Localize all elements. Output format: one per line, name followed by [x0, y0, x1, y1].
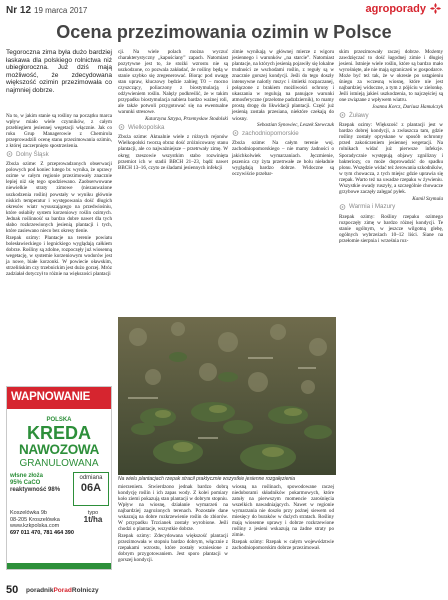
author-signature: Katarzyna Sztypa, Przemysław Stodolski — [145, 116, 228, 123]
ad-nawozowa: NAWOZOWA — [18, 442, 100, 457]
paragraph: cji. Na wiele polach można wyczuć charakterystyczny „kapuściany” zapach. Natomiast pozytywne jest to, że stożki wzrostu nie są uszkodzone, co pozwala zakładać, że rośliny będą w stanie szybko się zregenerować. Biorąc pod uwagę stan upraw, kluczowy będzie zabieg T0 – mocno czyszczący, poliaczony z biostymulacją i odżywieniem roślin. Nalęży podkreślić, że w takim przypadku biostymulacja nabiera bardzo ważnej roli, ale także potwoli przygotować się na ewentualne warunki stresowe. — [118, 49, 228, 116]
page-footer — [0, 580, 448, 600]
paragraph: Rzepak ozimy: Zdecydowana większość plantacji przezimowała w stopniu bardzo dobrym, włącznie z rzepakami wzrostu, które zostały wzniesione z dobrym przygotowaniem. Jest sporo plantacji w gorszej kondycji. — [118, 533, 228, 564]
region-label: zachodniopomorskie — [232, 130, 334, 137]
author-signature: Joanna Korcz, Dariusz Hamulczyk — [372, 104, 443, 111]
ad-kreda: KREDA — [26, 423, 91, 443]
region-label: Dolny Śląsk — [6, 151, 112, 158]
ad-header: WAPNOWANIE — [7, 387, 111, 409]
ad-bottom-bar — [7, 563, 111, 569]
paragraph: Rzepak ozimy: Większość z plantacji jest w bardzo dobrej kondycji, a zwłaszcza tam, gdzie rośliny zostały opryskane w sposób ochronny przed zakończeniem jesiennej wegetacji. Na rolnikach widać już pierwsze infekcje. Sporadycznie występują objawy zgnilizny i bakteriozy, co może doprowadzić do spadku plonu. Wszędzie widać też żerowania szkodników, w tym chowacza, z tych miejsc gdzie uprawia się rzepak. Warto też na uwadze rzepaku w żywieniu. Wszystkie owady ruszyły, a szczególnie chowacze grzybowe zaczęły zalęgać pyłek. — [339, 122, 443, 195]
location-pin-icon — [339, 112, 346, 119]
advertisement[interactable] — [6, 386, 112, 570]
ad-address: Koszelówka 9b 08-205 Kroszelówka www.kzkpolska.com 697 011 470, 781 464 390 — [10, 510, 74, 536]
lead-paragraph: Tegoroczna zima była dużo bardziej łaskawa dla polskiego rolnictwa niż ubiegłoroczna. Już dziś mają możliwość, że zdecydowana większość ozimin przezimowała co najmniej dobrze. — [6, 49, 112, 94]
paragraph: Zboża ozime: Na całym terenie woj. zachodniopomorskiego – nie mamy żadności o jakichkolwiek wymarzaniach. Jęczmienie, pszenica czy żyta przetrwałe ze bolu nieładnie wyglądają bardzo dobrze. Widoczne są oczywiście przebar- — [232, 140, 334, 177]
location-pin-icon — [232, 130, 239, 137]
paragraph: Zboża ozime: Aktualnie wiele z różnych rejonów Wielkopolski tworzą obraz dość zróżnicowany stanu plantacji, ale co najważniejsze – przetrwały zimę. W okręg rzeszowie wszystkim stabo rozwinięta przemiot ich w stadii BBCH 21–23, bądź nawet BBCH 13–16, czyto ze śladami jesiennych infekcji — [118, 134, 228, 171]
column-3 — [232, 49, 334, 177]
column-2 — [118, 49, 228, 171]
column-2-bottom — [118, 484, 228, 564]
column-1 — [6, 113, 112, 278]
paragraph: Zboża ozime: Z przeprowadzonych obserwacji polowych pod koniec lutego br. wynika, że uprawy ozime w całym regionie przezimowały znacznie lepiej niż się tego spodziewano. Zaobserwowane niewielkie straty zimowe (niezauważone uszkodzenia roślin) powstały w wyniku głównie niskich temperatur i występowania dość długich okresów wiatr wysuszającego na przedwiośniu, które osłabiły system korzeniowy roślin ozimych. Jednak roślinność sa bardzo dobre nawet dla tych słabo rozkrzewionych jesienią plantacji i tych, które zasiewano nieco bez okresy tlenie. — [6, 161, 112, 234]
ad-typo: typo 1t/ha — [83, 510, 103, 524]
location-pin-icon — [118, 124, 125, 131]
article-photo — [118, 317, 336, 475]
author-signature: Kamil Szymula — [412, 195, 443, 202]
region-label: Wielkopolska — [118, 124, 228, 131]
paragraph: skim przezimowały raczej dobrze. Możemy zawdzięczać to dość łagodnej zimie i długiej jesieni. Istnieje wiele roślin, które są bardzo mało wyrośnięte, ale nie mają ograniczeń w gospodarce. Może być też tak, że w okresie po ustąpieniu śniegu za wczesną wiosnę, które nie jest najbardziej widoczne, a tym z pójściu w zielonkę. Jeśli istnieją jakieś uszkodzenia, to najczęściej są one związane z wpływem wiatru. — [339, 49, 443, 104]
region-label: Warmia i Mazury — [339, 204, 443, 211]
brand-flower-icon — [429, 2, 442, 15]
paragraph: Na to, w jakim stanie są rośliny na początku marca wpływ miało wiele czynników, z całym przebiegiem jesiennej wegetacji włącznie. Jak co roku Grup Managerowie z Chemirola przeprowadzili ocenę stanu przezimowania ozimin, z której zaczerpnięto spostrzeżenia. — [6, 113, 112, 150]
issue-date: 19 marca 2017 — [34, 6, 88, 15]
ad-polska: POLSKA — [46, 417, 72, 423]
page-number: 50 — [6, 584, 19, 596]
article-headline: Ocena przezimowania ozimin w Polsce — [56, 22, 392, 42]
ad-price-box: odmiana 06A — [73, 472, 109, 506]
location-pin-icon — [339, 204, 346, 211]
lead-paragraph-block — [6, 49, 112, 95]
rapeseed-field-image — [118, 317, 336, 475]
paragraph: Rzepak ozimy: Rośliny rzepaku ozimego rozpoczęły zimę w bardzo różnej kondycji. Te stanie ogólnym, w jeszcze wilgotną glebę, ogólnych wybrzeżach 10–12 liści. Siane na przełomie sierpnia i września roz- — [339, 213, 443, 244]
paragraph: Rzepak ozimy: Rzepak w całym województwie zachodniopomorskim dobrze przezimował. — [232, 539, 334, 552]
location-pin-icon — [6, 151, 13, 158]
author-signature: Sebastian Synowiec, Leszek Szewczuk — [257, 122, 334, 129]
footer-brand: poradnikPoradRolniczy — [26, 587, 99, 594]
brand-logo-text: agroporady — [365, 3, 426, 15]
page-header — [0, 0, 448, 22]
paragraph: Rzepak ozimy: Plantacje na terenie powiatu bolesławieckiego i legnickiego wyglądają całkiem dobrze. Rośliny są zdolne, rozpoczęły już wiosenną wegetację, w systemie korzeniowym wodorów jest ja nowe, białe korzonki. W powiecie oławskim, strzelińskim czy trzebnickim jest dużo gorzej. Mróz zadziałał dotyczył to różnie na większości plantacji — [6, 234, 112, 277]
ad-granulowana: GRANULOWANA — [19, 458, 99, 469]
paragraph: wiosną na roślinach, spowodowane raczej niedoborami składników pokarmowych, które zatuły na pierwszym momencie zarośnięcia wszelkich nawadniających. Nawet w regionie wymarzania nie doszło przy pożnej siewem od miesięcy do buraków w dużych stratach. Rośliny mają wiosenne uprawy i dobrze rozkrzewione rośliny z jesieni wskazują na żadne straty po zimie. — [232, 484, 334, 539]
region-label: Żuławy — [339, 112, 443, 119]
column-4 — [339, 49, 443, 245]
ad-specs: włsne złoża 95% CaCO reaktywność 98% — [10, 473, 61, 494]
paragraph: zimie wynikają w głównej mierze z wigoru jesiennego i warunków „na starcie”. Natomiast plantacje, na których jesienią pojawiły się lokalne trudności ze wschodami roślin, z reguły są w znacznie gorszej kondycji. Jeśli do tego doszły intensywne nalotly mszyc i śmietki rozpaczanej, połączone z brakiem możliwości ochrony i ukaszania w regulują na panujące warunki atmosferyczne (przelotne padzdziernik), to mamy prostą drogę do likwidacji plantacji. Część już jesienią została przesiana, niektóre czekają do wiosny. — [232, 49, 334, 122]
paragraph: mierzeniem. Stwierdzono jednak bardzo dobrą kondycję roślin i ich zapas wody. Z kolei pomiary koło ziemi pokazują stan plantacji w dobrym stopniu. Wpływ na wiosnę, działanie wymarzeń na najbardziej zagrożonych terenach. Pozostałe dane wskazują na dobre rozkrzewienie roślin do zbiorów. W przypadku Trzcianek zostały wyrobione. Jeśli chodzi o plantacje, wszystkie dobrze. — [118, 484, 228, 533]
issue-number: Nr 12 19 marca 2017 — [6, 5, 88, 16]
photo-caption: Na wielu plantacjach rzepak stracił praktycznie wszystkie jesienne rozgałęzienia — [118, 476, 296, 482]
column-3-bottom — [232, 484, 334, 552]
